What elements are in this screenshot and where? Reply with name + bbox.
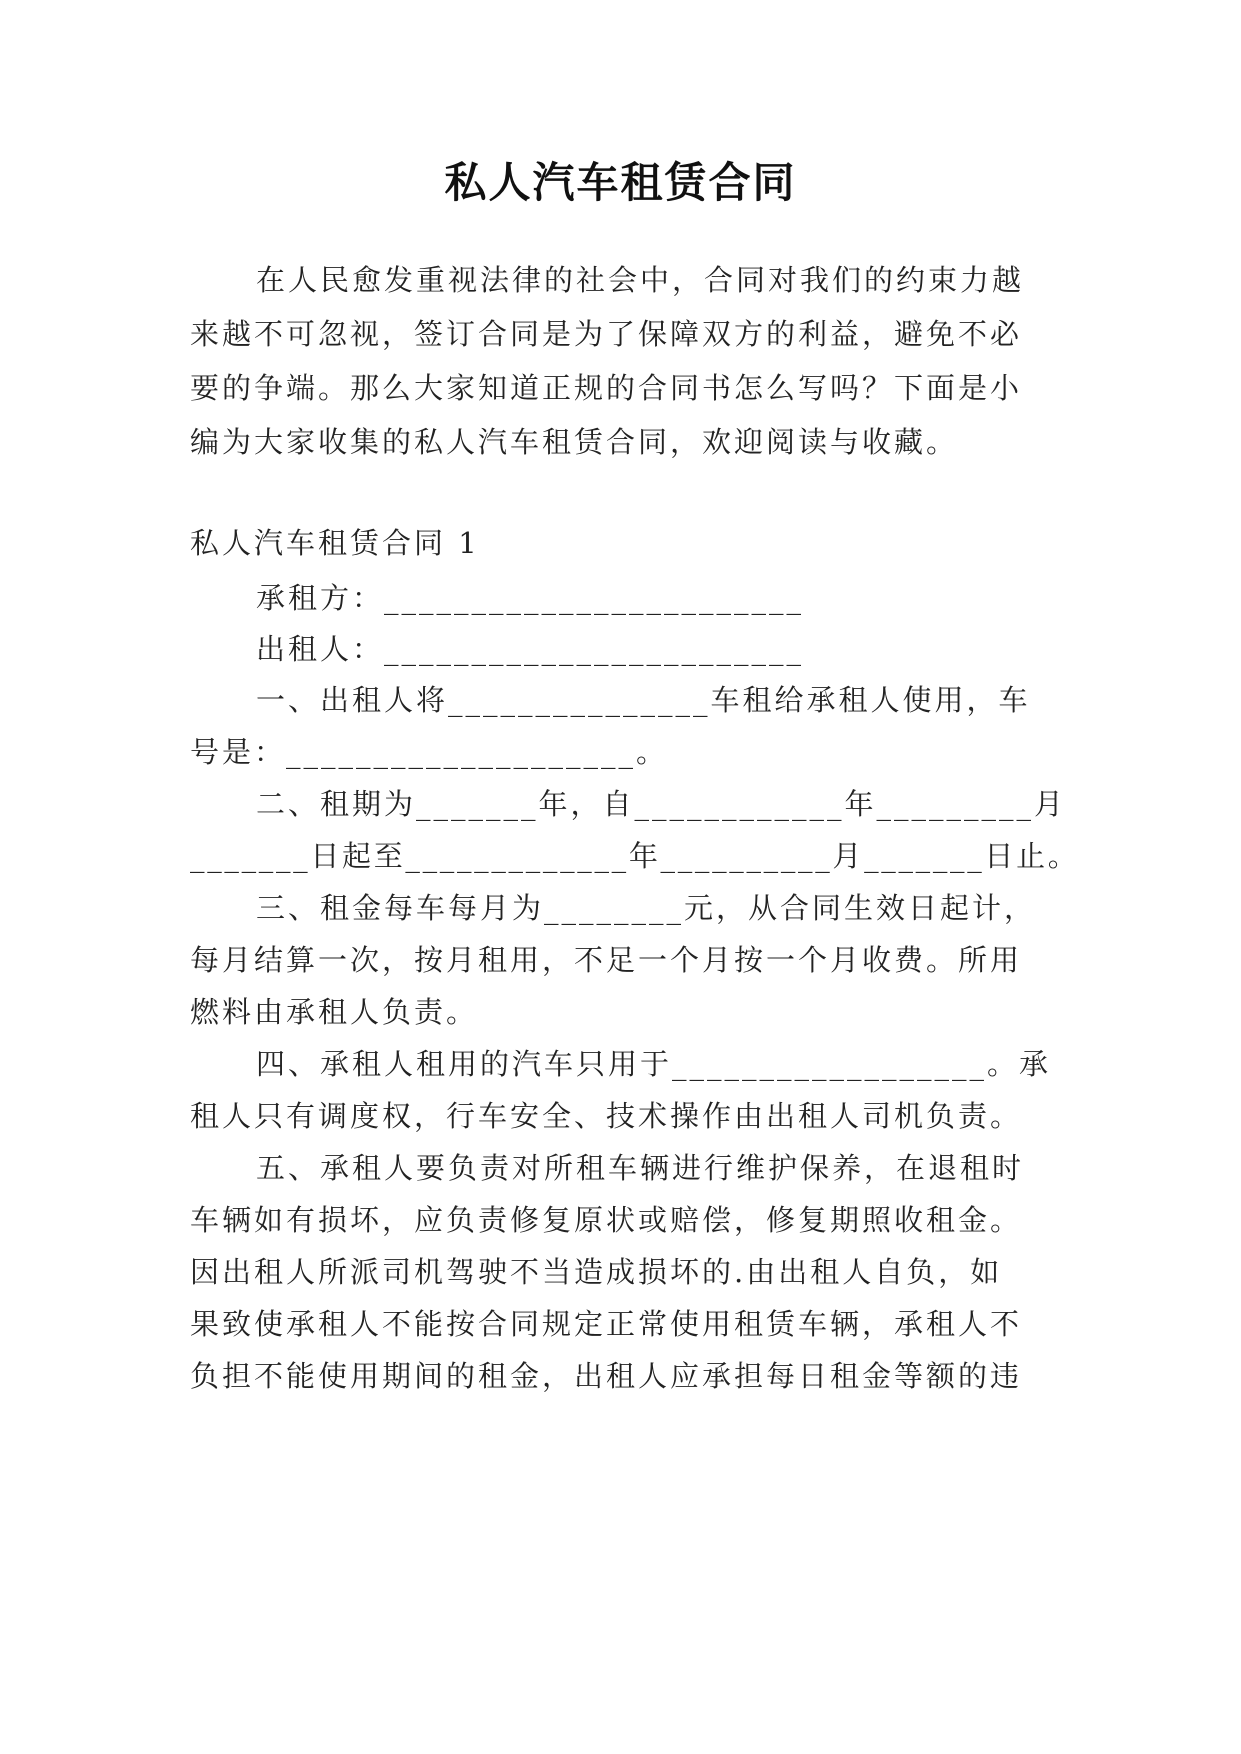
clause-1-line-1: 一、出租人将_______________车租给承租人使用，车 [256, 683, 1031, 717]
document-title: 私人汽车租赁合同 [444, 158, 797, 207]
clause-2-line-2: _______日起至_____________年__________月_______日止。 [190, 839, 1080, 873]
clause-3-line-1: 三、租金每车每月为________元，从合同生效日起计， [256, 891, 1037, 925]
clause-5-line-1: 五、承租人要负责对所租车辆进行维护保养，在退租时 [256, 1151, 1025, 1185]
clause-2-line-1: 二、租期为_______年，自____________年_________月 [256, 787, 1067, 821]
intro-line-1: 在人民愈发重视法律的社会中，合同对我们的约束力越 [256, 263, 1025, 297]
clause-4-line-1: 四、承租人租用的汽车只用于__________________。承 [256, 1047, 1052, 1081]
intro-line-3: 要的争端。那么大家知道正规的合同书怎么写吗？下面是小 [190, 371, 1023, 405]
lessee-field: 承租方：________________________ [256, 581, 805, 615]
clause-4-line-2: 租人只有调度权，行车安全、技术操作由出租人司机负责。 [190, 1099, 1023, 1133]
lessor-field: 出租人：________________________ [256, 632, 805, 666]
clause-5-line-3: 因出租人所派司机驾驶不当造成损坏的.由出租人自负，如 [190, 1255, 1003, 1289]
clause-5-line-4: 果致使承租人不能按合同规定正常使用租赁车辆，承租人不 [190, 1307, 1023, 1341]
clause-3-line-2: 每月结算一次，按月租用，不足一个月按一个月收费。所用 [190, 943, 1023, 977]
intro-line-4: 编为大家收集的私人汽车租赁合同，欢迎阅读与收藏。 [190, 425, 959, 459]
clause-5-line-2: 车辆如有损坏，应负责修复原状或赔偿，修复期照收租金。 [190, 1203, 1023, 1237]
section-heading: 私人汽车租赁合同 1 [190, 526, 480, 560]
clause-5-line-5: 负担不能使用期间的租金，出租人应承担每日租金等额的违 [190, 1359, 1023, 1393]
clause-3-line-3: 燃料由承租人负责。 [190, 995, 479, 1029]
intro-line-2: 来越不可忽视，签订合同是为了保障双方的利益，避免不必 [190, 317, 1023, 351]
clause-1-line-2: 号是：____________________。 [190, 735, 669, 769]
